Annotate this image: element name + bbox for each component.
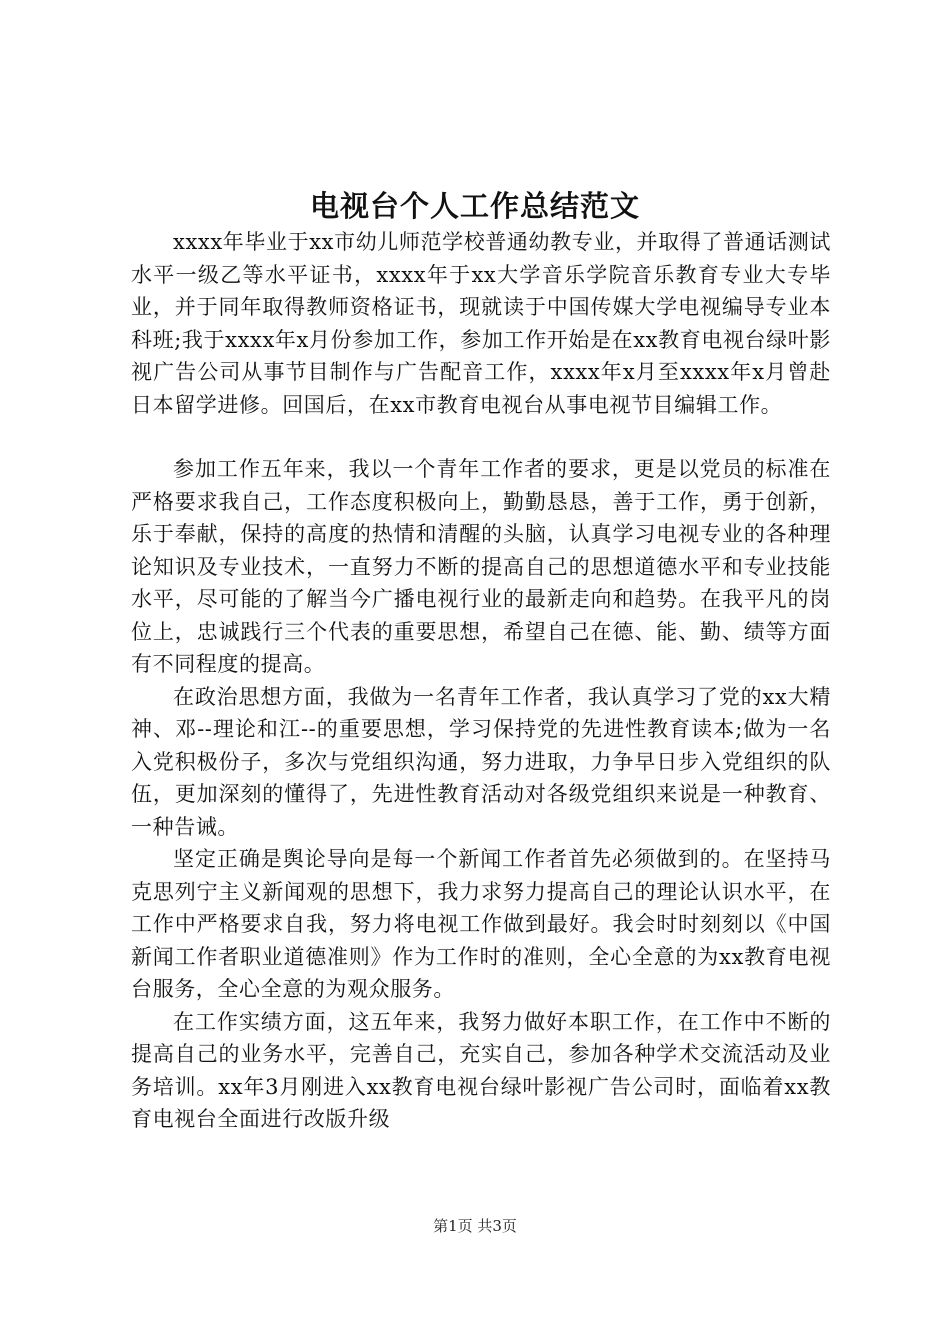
paragraph-work-attitude: 参加工作五年来，我以一个青年工作者的要求，更是以党员的标准在严格要求我自己，工作态度积极向上，勤勤恳恳，善于工作，勇于创新，乐于奉献，保持的高度的热情和清醒的头脑，认真学习电视专业的各种理论知识及专业技术，一直努力不断的提高自己的思想道德水平和专业技能水平，尽可能的了解当今广播电视行业的最新走向和趋势。在我平凡的岗位上，忠诚践行三个代表的重要思想，希望自己在德、能、勤、绩等方面有不同程度的提高。 xyxy=(131,457,831,676)
paragraph-public-opinion: 坚定正确是舆论导向是每一个新闻工作者首先必须做到的。在坚持马克思列宁主义新闻观的思想下，我力求努力提高自己的理论认识水平，在工作中严格要求自我，努力将电视工作做到最好。我会时时刻刻以《中国新闻工作者职业道德准则》作为工作时的准则，全心全意的为xx教育电视台服务，全心全意的为观众服务。 xyxy=(131,847,831,1001)
paragraph-political-thought: 在政治思想方面，我做为一名青年工作者，我认真学习了党的xx大精神、邓--理论和江--的重要思想，学习保持党的先进性教育读本;做为一名入党积极份子，多次与党组织沟通，努力进取，力争早日步入党组织的队伍，更加深刻的懂得了，先进性教育活动对各级党组织来说是一种教育、一种告诫。 xyxy=(131,684,831,839)
paragraph-education: xxxx年毕业于xx市幼儿师范学校普通幼教专业，并取得了普通话测试水平一级乙等水平证书，xxxx年于xx大学音乐学院音乐教育专业大专毕业，并于同年取得教师资格证书，现就读于中国传媒大学电视编导专业本科班;我于xxxx年x月份参加工作，参加工作开始是在xx教育电视台绿叶影视广告公司从事节目制作与广告配音工作，xxxx年x月至xxxx年x月曾赴日本留学进修。回国后，在xx市教育电视台从事电视节目编辑工作。 xyxy=(131,230,831,417)
paragraph-work-performance: 在工作实绩方面，这五年来，我努力做好本职工作，在工作中不断的提高自己的业务水平，完善自己，充实自己，参加各种学术交流活动及业务培训。xx年3月刚进入xx教育电视台绿叶影视广告公司时，面临着xx教育电视台全面进行改版升级 xyxy=(131,1009,831,1131)
page-number-footer: 第1页 共3页 xyxy=(433,1217,517,1235)
document-body xyxy=(131,226,831,1136)
document-title: 电视台个人工作总结范文 xyxy=(309,189,640,223)
